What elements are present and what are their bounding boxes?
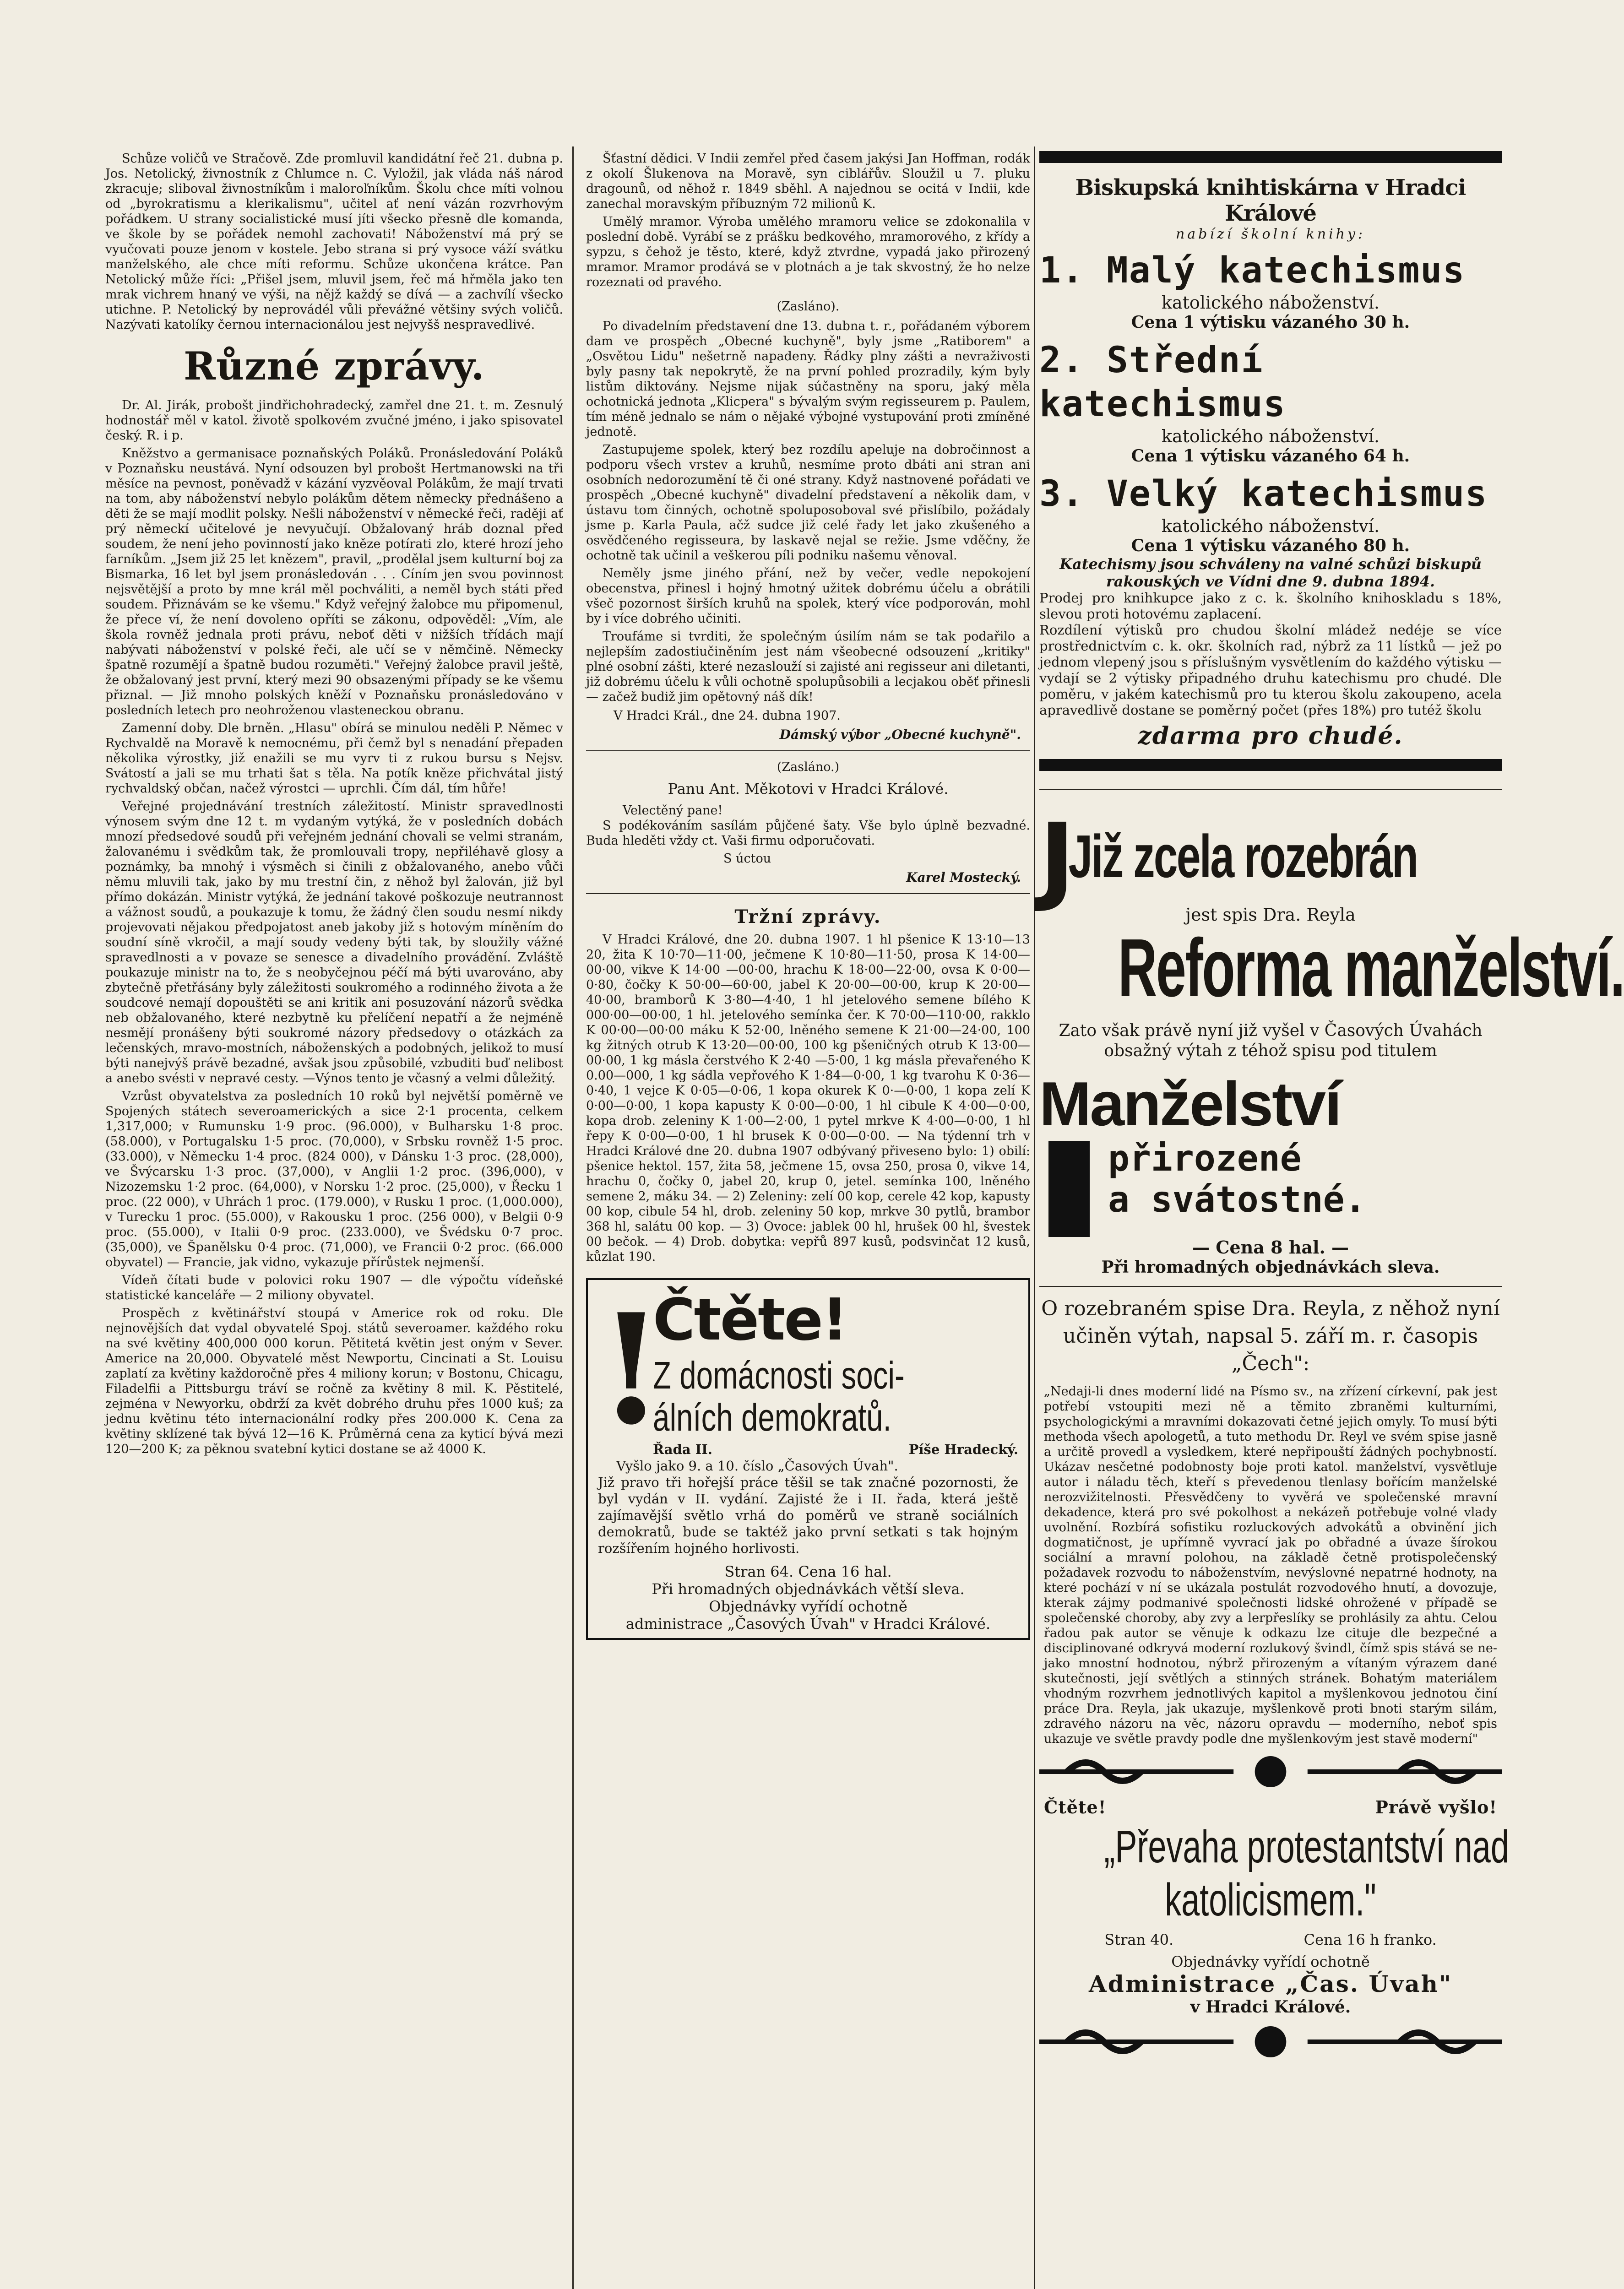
ad3-pages: Stran 40. (1104, 1931, 1174, 1948)
zaslano-p4: Troufáme si tvrditi, že společným úsilím nám se tak podařilo a nejlepším zadostiučiněním jest nám všeobecné odsouzení „kritiky" plné osobní zášti, které nezaslouží si zajisté ani regisseur ani diletanti, již dobrému účelu k vůli ochotně spolupůsobili a lecjakou oběť přinesli — začež budiž jim opětovný náš dík! (586, 629, 1030, 704)
article-mramor: Umělý mramor. Výroba umělého mramoru velice se zdokonalila v poslední době. Vyrábí se z prášku bedkového, mramorového, z křídy a sypzu, s čehož je těsto, které, když ztvrdne, vypadá jako přirozený mramor. Mramor prodává se v plotnách a je tak skvostný, že ho nelze rozeznati od pravého. (586, 215, 1030, 289)
ad1-free: zdarma pro chudé. (1138, 722, 1403, 750)
ad2-heading: Již zcela rozebrán (1068, 823, 1418, 890)
column-rule (1034, 146, 1035, 2289)
ad1-body-1: Prodej pro knihkupce jako z c. k. školního knihoskladu s 18%, slevou proti hotovému zaplacení. (1039, 590, 1502, 622)
ad-ctete-discount: Při hromadných objednávkách větší sleva. (652, 1580, 965, 1598)
ad-ctete-admin: administrace „Časových Úvah" v Hradci Králové. (625, 1615, 991, 1633)
reyla-quote: „Nedaji-li dnes moderní lidé na Písmo sv., na zřízení církevní, pak jest potřebí vstoupiti mezi ně a těmito zbraněmi kulturními, psychologickými a mravními dokazovati četné jejich omyly. To musí býti methoda všech apologetů, a tuto methodu Dr. Reyl ve svém spise jasně a určitě provedl a vysledkem, které nepřipouští žádných pochybností. Ukázav nesčetné podobnosty boje proti katol. manželství, vysvětluje autor i náladu těch, kteří s převedenou tlenlasy bořícím manželské nerozvižitelnosti. Přesvědčeny to vyvěrá ve společenské mravní dekadence, která pro své pokolhost a nekázeň potřebuje volné vlady uvolnění. Rozbírá sofistiku rozluckových advokátů a obvinění jich dogmatičnost, je upřímně vyvrací jak po obřadné a úvaze šírokou sociální a mravní polohou, na základě četně protispolečenský požadavek rozvodu to náboženstvím, nevýslovné nepatrné hodnoty, na které pochází v ní se ukázala postulát rozvodového hnutí, a dovozuje, kterak zájmy podmanivé společnosti lidské ohrožené v případě se společenské choroby, aby zvy a lerpřeslíky se prohlásily za ahtu. Celou řadou pak autor se věnuje k odkazu lze cituje dle bezpečné a disciplinované odkryvá moderní rozlukový švindl, čímž spis stává se ne-jako mnostní hodnotou, nýbrž přirozeným a vítaným výrazem dané skutečnosti, její světlých a stinných stránek. Bohatým materiálem vhodným rozvrhem jednotlivých kapitol a myšlenkovou jednotou činí práce Dra. Reyla, jak ukazuje, myšlenkově proti bnoti starým silám, zdravého názoru na věc, názoru opravdu — moderního, neboť spis ukazuje ve světle pravdy podle dne myšlenkovým jest stavě moderní" (1044, 1384, 1497, 1746)
ad2-body: Zato však právě nyní již vyšel v Časových Úvahách obsažný výtah z téhož spisu pod titulem (1059, 1021, 1483, 1060)
ad3-orders: Objednávky vyřídí ochotně (1171, 1953, 1370, 1970)
ad3-title-1: „Převaha protestantství nad (1104, 1821, 1509, 1872)
ad-bottom-bar (1039, 759, 1502, 771)
article-viden: Vídeň čítati bude v polovici roku 1907 — dle výpočtu vídeňské statistické kanceláře — 2 miliony obyvatel. (105, 1273, 563, 1302)
divider (1039, 789, 1502, 790)
book-sub: katolického náboženství. (1161, 426, 1380, 446)
ad-ctete-orders: Objednávky vyřídí ochotně (709, 1598, 907, 1615)
book-sub: katolického náboženství. (1161, 516, 1380, 536)
ad-top-bar (1039, 151, 1502, 163)
ad1-offer: nabízí školní knihy: (1175, 226, 1366, 242)
article-dedici: Šťastní dědici. V Indii zemřel před časem jakýsi Jan Hoffman, rodák z okolí Šlukenova na Moravě, syn ciblářův. Sloužil u 7. pluku dragounů, od něhož r. 1849 sběhl. A najednou se ocitá v Indii, kde zanechal moravským příbuzným 72 milionů K. (586, 152, 1030, 211)
book-price-3: Cena 1 výtisku vázaného 80 h. (1131, 536, 1410, 555)
ad3-out: Právě vyšlo! (1375, 1797, 1497, 1817)
reyla-lead: O rozebraném spise Dra. Reyla, z něhož nyní učiněn výtah, napsal 5. září m. r. časopis „Čech": (1041, 1297, 1500, 1375)
ad2-title: Reforma manželství. (1118, 922, 1624, 1014)
zaslano-label: (Zasláno). (777, 299, 840, 314)
ad3-title-2: katolicismem." (1165, 1874, 1376, 1926)
letter-recipient: Panu Ant. Měkotovi v Hradci Králové. (668, 780, 949, 797)
ornament-bottom (1039, 2021, 1502, 2062)
book-price-1: Cena 1 výtisku vázaného 30 h. (1131, 313, 1410, 332)
letter-signature: Karel Mostecký. (906, 870, 1021, 885)
ad-ctete-heading: Čtěte! (653, 1286, 847, 1353)
book-price-2: Cena 1 výtisku vázaného 64 h. (1131, 446, 1410, 466)
divider (586, 893, 1030, 894)
column-middle (586, 151, 1030, 2289)
article-zamenni-doby: Zamenní doby. Dle brněn. „Hlasu" obírá se minulou neděli P. Němec v Rychvaldě na Moravě k nemocnému, při čemž byl s nenadání přepaden několika výrostky, již enažili se mu vyrv ti z rukou bursu s Nejsv. Svátostí a jali se mu trhati šat s těla. Na potík kněze přichvátal jistý rychvaldský občan, načež výrostci — uprchli. Čím dál, tím hůře! (105, 721, 563, 796)
ornament-top (1039, 1751, 1502, 1792)
ad3-price: Cena 16 h franko. (1304, 1931, 1437, 1948)
ad3-admin: Administrace „Čas. Úvah" (1088, 1970, 1453, 1997)
book-velky: 3. Velký katechismus (1039, 473, 1488, 515)
ad2-black-block (1048, 1141, 1090, 1237)
ad1-body-2: Rozdílení výtisků pro chudou školní mládež nedéje se více prostřednictvím c. k. okr. školních rad, nýbrž za 11 lístků — jež po jednom vlepený jsou s příslušným vysvětlením do každého výtisku — vydají se 2 výtisky připadného druhu katechismu pro chudé. Dle poměru, v jakém katechismů pro tu kterou školu zakoupeno, acela apravedlivě dostane se poměrný počet (přes 18%) pro tutéž školu (1039, 622, 1502, 718)
ad-ctete-sub2: álních demokratů. (653, 1396, 891, 1439)
ad1-title: Biskupská knihtiskárna v Hradci Králové (1075, 175, 1466, 226)
ad2-svatostne: a svátostné. (1108, 1179, 1366, 1220)
approval-note: Katechismy jsou schváleny na valné schůzi biskupů rakouských ve Vídni dne 9. dubna 1894. (1059, 555, 1482, 590)
article-vzrust: Vzrůst obyvatelstva za posledních 10 roků byl největší poměrně ve Spojených státech severoamerických a sice 2·1 procenta, celkem 1,317,000; v Rumunsku 1·9 proc. (96.000), v Bulharsku 1·8 proc. (58.000), v Portugalsku 1·5 proc. (70,000), v Srbsku rovněž 1·5 proc. (33.000), v Německu 1·4 proc. (824 000), v Dánsku 1·3 proc. (28,000), ve Švýcarsku 1·3 proc. (37,000), v Anglii 1·2 proc. (396,000), v Nizozemsku 1·2 proc. (64,000), v Norsku 1·2 proc. (25,000), v Řecku 1 proc. (22 000), v Uhrách 1 proc. (179.000), v Rusku 1 proc. (1,000.000), v Turecku 1 proc. (55.000), v Rakousku 1 proc. (256 000), v Belgii 0·9 proc. (55.000), v Italii 0·9 proc. (233.000), ve Švédsku 0·7 proc. (35,000), ve Španělsku 0·4 proc. (71,000), ve Francii 0·2 proc. (66.000 obyvatel) — Francie, jak vidno, vykazuje přírůstek nejmenší. (105, 1089, 563, 1269)
ad-ctete-p1: Vyšlo jako 9. a 10. číslo „Časových Úvah". (616, 1458, 898, 1474)
market-title: Tržní zprávy. (734, 906, 882, 928)
letter-body: S podékováním sasílám půjčené šaty. Vše bylo úplně bezvadné. Buda hleděti vždy ct. Vaši firmu odporučovati. (586, 819, 1030, 848)
ad2-prirozene: přirozené (1108, 1138, 1302, 1179)
ad-ctete-p2: Již pravo tři hořejší práce těšil se tak značné pozornosti, že byl vydán v II. vydání. Zajisté že i II. řada, která ještě zajímavější světlo vrhá do poměrů ve straně sociálních demokratů, bude se taktéž jako první setkati s tak hojným rozšířením hojného horlivosti. (598, 1475, 1018, 1556)
article-jirak: Dr. Al. Jirák, probošt jindřichohradecký, zamřel dne 21. t. m. Zesnulý hodnostář měl v katol. životě spolkovém zvučné jméno, i jako spisovatel český. R. i p. (105, 398, 563, 443)
ad-ctete-sub1: Z domácnosti soci- (653, 1354, 905, 1397)
zaslano-p3: Neměly jsme jiného přání, než by večer, vedle nepokojení obecenstva, přinesl i hojný hmotný užitek dobrému účelu a obrátili všeč pozornost širších kruhů na spolek, který více podporován, mohl by i více dobrého učiniti. (586, 566, 1030, 626)
ad3-place: v Hradci Králové. (1190, 1997, 1351, 2017)
column-right (1039, 151, 1624, 2289)
divider (586, 750, 1030, 751)
article-kvetinarstvi: Prospěch z květinářství stoupá v Americe rok od roku. Dle nejnovějších dat vydal obyvatelé Spoj. států severoamer. každého roku na své květiny 400,000 000 korun. Pětitetá květin jest oným v Sever. Americe na 20,000. Obyvatelé měst Newportu, Cincinati a St. Louisu zaplatí za květiny každoročně přes 4 miliony korun; v Bostonu, Chicagu, Filadelfii a Pittsburgu tráví se ročně za květiny 8 mil. K. Pěstitelé, zejména v Newyorku, obdrží za květ dobrého druhu přes 1000 kuš; za jednu květinu této internacionální rodky přes 200.000 K. Cena za květiny sklízené tak bývá 12—16 K. Průměrná cena za kyticí bývá mezi 120—200 K; za pěknou svatební kytici dostane se až 4000 K. (105, 1306, 563, 1456)
article-projednavani: Veřejné projednávání trestních záležitostí. Ministr spravedlnosti výnosem svým dne 12 t. m vydaným vytýká, že v posledních dobách mnozí předsedové soudů při veřejném jednání chovali se velmi stranám, žalovanému i svědkům tak, že promlouvali tropy, nepřiléhavě glosy a poznámky, ba mnohý i výsměch si činili z obžalovaného, anebo vůči němu mluvili tak, jako by mu trestní čin, z něhož byl žalován, již byl přímo dokázán. Ministr vytýká, že jednání takové poškozuje neutrannost a vážnost soudů, a poukazuje k tomu, že žádný člen soudu nesmí nikdy projevovati nějakou předpojatost aneb jakoby již s hotovým míněním do soudní síně vkročil, a mají soudy vedeny býti tak, by sloužily vážné spravedlnosti a v povaze se senesce a divadelního provádění. Zvláště poukazuje ministr na to, že s neobyčejnou péčí má býti uvarováno, aby zbytečně přetřásány byly záležitosti soukromého a rodinného života a že soudcové nemají dopouštěti se ani kritik ani posuzování názorů svědka neb obžalovaného, které nezbytně ku přelíčení nepatří a že nejméně nesmějí pronášeny býti soukromé názory předsedovy o otázkách za lečenských, mravo-mostních, náboženských a podobných, jelikož to musí býti nanejvýš právě bezadné, avšak jsou způsobilé, vzbuditi buď nelibost a anebo svésti v nepravé cesty. —Výnos tento je včasný a velmi důležitý. (105, 799, 563, 1085)
book-maly: 1. Malý katechismus (1039, 250, 1466, 291)
ad-ctete-author: Píše Hradecký. (908, 1442, 1018, 1457)
letter-greeting: Velectěný pane! (623, 803, 723, 818)
divider (1039, 1286, 1502, 1287)
book-stredni: 2. Střední katechismus (1039, 340, 1286, 425)
article-volici: Schůze voličů ve Stračově. Zde promluvil kandidátní řeč 21. dubna p. Jos. Netolický, živnostník z Chlumce n. C. Vyložil, jak vláda náš národ zkracuje; sliboval živnostníkům i maloroľníkům. Školu chce míti volnou od „byrokratismu a klerikalismu", učitel ať není vázán rozvrhovým pořádkem. U strany socialistické musí jíti všecko přesně dle komanda, ve škole by se pořádek nemohl zachovati! Náboženství má prý se vyučovati pouze jenom v kostele. Jebo strana si prý vysoce váží svátku manželského, ale chce míti reformu. Schůze ukončena krátce. Pan Netolický může říci: „Přišel jsem, mluvil jsem, řeč má hřměla jako ten mrak vichrem hnaný ve výši, na nějž každý se dívá — a zachvílí všecko utichne. P. Netolický by neprovádél vůli převážné většiny svých voličů. Nazývati katolíky černou internacionálou jest nejvyšš nespravedlivé. (105, 152, 563, 332)
column-left (105, 151, 563, 2289)
book-sub: katolického náboženství. (1161, 293, 1380, 313)
ad2-dropcap: J (1039, 803, 1075, 915)
ad2-price: — Cena 8 hal. — (1192, 1237, 1349, 1258)
section-title-ruzne-zpravy: Různé zprávy. (184, 343, 485, 389)
ad2-discount: Při hromadných objednávkách sleva. (1101, 1258, 1440, 1277)
exclamation-icon: ! (598, 1280, 664, 1458)
ad-katechismus (1039, 151, 1502, 771)
ad-reyl (1039, 803, 1624, 1277)
zaslano-signature: Dámský výbor „Obecné kuchyně". (779, 727, 1021, 742)
ad3-read: Čtěte! (1044, 1797, 1107, 1817)
zaslano-label-2: (Zasláno.) (777, 760, 840, 774)
ad-ctete-price: Stran 64. Cena 16 hal. (724, 1563, 892, 1580)
column-rule (572, 146, 574, 2289)
ad-ctete-box (586, 1278, 1030, 1640)
letter-regards: S úctou (723, 852, 771, 866)
market-report: V Hradci Králové, dne 20. dubna 1907. 1 hl pšenice K 13·10—13 20, žita K 10·70—11·00, ječmene K 10·80—11·50, prosa K 14·00—00·00, vikve K 14·00 —00·00, hrachu K 18·00—22·00, ovsa K 0·00—0·80, čočky K 50·00—60·00, jabel K 20·00—00·00, krup K 20·00—40·00, bramborů K 3·80—4·40, 1 hl jetelového semene bílého K 000·00—00·00, 1 hl. jetelového semínka čer. K 70·00—110·00, rakklo K 00·00—00·00 máku K 52·00, lněného semene K 21·00—24·00, 100 kg žitných otrub K 13·20—00·00, 100 kg pšeničných otrub K 13·00—00·00, 1 kg másla čerstvého K 2·40 —5·00, 1 kg másla převařeného K 0.00—000, 1 kg sádla vepřového K 1·84—0·00, 1 kg tvarohu K 0·36—0·40, 1 vejce K 0·05—0·06, 1 kopa okurek K 0·—0·00, 1 kopa zelí K 0·00—0·00, 1 kopa kapusty K 0·00—0·00, 1 hl cibule K 4·00—0·00, kopa drob. zeleniny K 1·00—2·00, 1 pytel mrkve K 4·00—0·00, 1 hl řepy K 0·00—0·00, 1 hl brusek K 0·00—0·00. — Na týdenní trh v Hradci Králové dne 20. dubna 1907 odbývaný přiveseno bylo: 1) obilí: pšenice hektol. 157, žita 58, ječmene 15, ovsa 250, prosa 0, vikve 14, hrachu 0, čočky 0, jabel 20, krup 0, jetel. semínka 100, lněného semene 2, máku 34. — 2) Zeleniny: zelí 00 kop, cerele 42 kop, kapusty 00 kop, cibule 54 hl, drob. zeleniny 50 kop, mrkve 30 pytlů, brambor 368 hl, salátu 00 kop. — 3) Ovoce: jablek 00 hl, hrušek 00 hl, švestek 00 bečok. — 4) Drob. dobytka: vepřů 897 kusů, podsvinčat 12 kusů, kůzlat 190. (586, 933, 1030, 1264)
zaslano-date: V Hradci Král., dne 24. dubna 1907. (614, 709, 841, 723)
ad-ctete-series: Řada II. (653, 1442, 712, 1457)
ad-prevaha (1039, 1797, 1509, 2017)
article-knezstvo: Kněžstvo a germanisace poznaňských Poláků. Pronásledování Poláků v Poznaňsku neustává. Nyní odsouzen byl probošt Hertmanowski na tři měsíce na pevnost, poněvadž v kázání vyzvěoval Polákům, že mají trvati na tom, aby náboženství nebylo polákům dětem německy přednášeno a děti že se mají modlit polsky. Nešli náboženství v německé řeči, raději ať prý německí učitelové je nevyučují. Obžalovaný hráb doznal před soudem, že není jeho povinností jako kněze potírati zlo, které hrozí jeho farníkům. „Jsem již 25 let knězem", pravil, „prodělal jsem kulturní boj za Bismarka, 16 let byl jsem pronásledován . . . Cíním jen svou povinnost nejsvětější a proto by mne král měl pochváliti, a neměl bych státi před soudem. Přiznávám se ke všemu." Když veřejný žalobce mu připomenul, že přece ví, že není dovoleno opříti se zákonu, odpověděl: „Vím, ale škola rovněž jednala proti právu, neboť děti v nižších třídách mají nabývati náboženství v polské řeči, ale učí se v němčině. Německy špatně rozumějí a špatně budou rozuměti." Veřejný žalobce pravil ještě, že obžalovaný jest první, který mezi 90 obsazenými případy se ke všemu přiznal. — Již mnoho polských kněží v Poznaňsku pronásledováno v posledních letech pro neohroženou vlasteneckou obranu. (105, 446, 563, 717)
ad2-manzelstvi: Manželství (1039, 1069, 1341, 1139)
zaslano-p2: Zastupujeme spolek, který bez rozdílu apeluje na dobročinnost a podporu všech vrstev a kruhů, nesmíme proto dbáti ani stran ani osobních nedorozumění tě či oné strany. Když nastnovené pořádati ve prospěch „Obecné kuchyně" divadelní představení a několik dam, v ústavu tom činných, ochotně spoluposoboval své přislíbilo, požádaly jsme p. Karla Paula, ačž sudce již celé řady let jako zkušeného a osvědčeného regisseura, by laskavě nejal se režie. Jsme vděčny, že ochotně tak učinil a veškerou píli podniku našemu věnoval. (586, 443, 1030, 563)
zaslano-p1: Po divadelním představení dne 13. dubna t. r., pořádaném výborem dam ve prospěch „Obecné kuchyně", byly jsme „Ratiborem" a „Osvětou Lidu" nešetrně napadeny. Řádky plny zášti a nevraživosti byly pasny tak nepokrytě, že na první pohled prozradily, kým byly listům diktovány. Nejsme nijak súčastněny na sporu, jaký měla ochotnická jednota „Klicpera" s bývalým svým regisseurem p. Paulem, tím méně jednalo se nám o nějaké výbojné vystupování proti zmíněné jednotě. (586, 319, 1030, 439)
ad2-sub: jest spis Dra. Reyla (1185, 905, 1356, 925)
